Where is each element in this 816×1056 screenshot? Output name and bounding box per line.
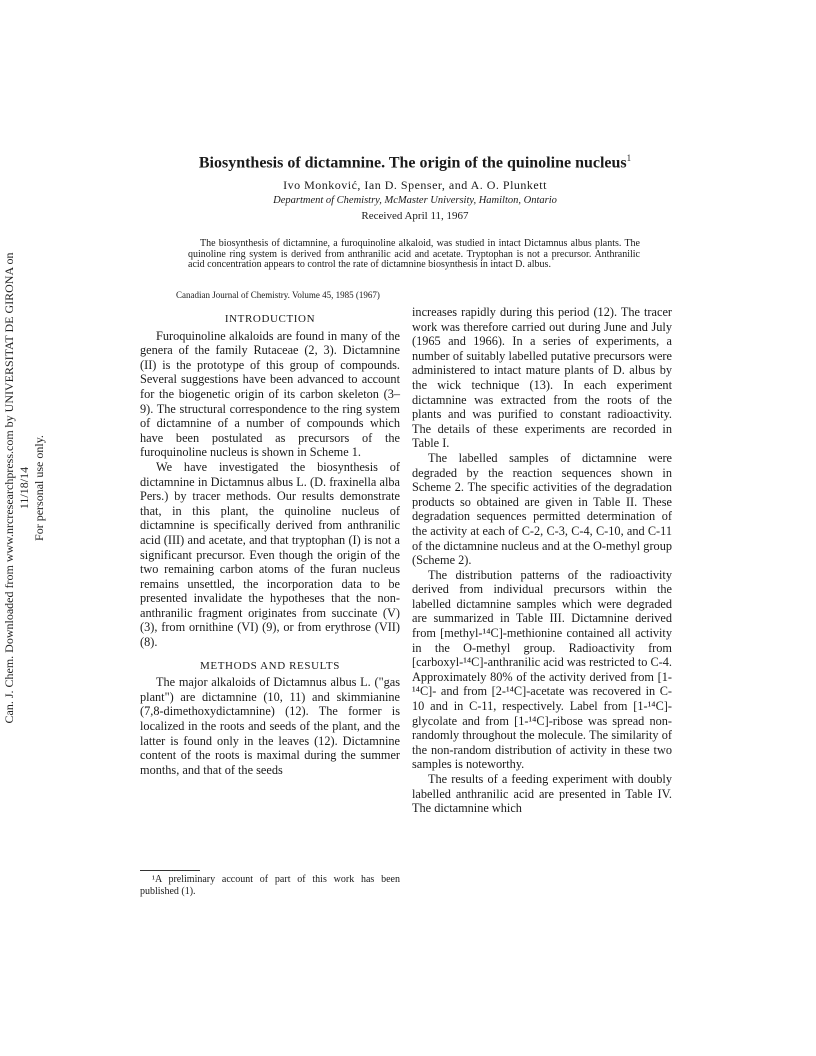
download-watermark [2,238,46,738]
received-date: Received April 11, 1967 [361,210,469,222]
abstract: The biosynthesis of dictamnine, a furoquinoline alkaloid, was studied in intact Dictamnus albus plants. The quinoline ring system is derived from anthranilic acid and acetate. Tryptophan is not a precursor. Anthranilic acid concentration appears to control the rate of dictamnine biosynthesis in intact D. albus. [188,238,640,270]
footnote: ¹A preliminary account of part of this work has been published (1). [140,874,400,897]
left-column [140,312,400,777]
methods-paragraph-continued: increases rapidly during this period (12). The tracer work was therefore carried out during June and July (1965 and 1966). In a series of experiments, a number of suitably labelled putative precursors were administered to intact mature plants of D. albus by the wick technique (13). In each experiment dictamnine was extracted from the roots of the plants and was purified to constant radioactivity. The details of these experiments are recorded in Table I. [412,305,672,451]
paper-title [150,148,680,173]
title-footnote-mark: 1 [626,153,632,163]
footnote-divider [140,870,200,871]
intro-paragraph-2: We have investigated the biosynthesis of dictamnine in Dictamnus albus L. (D. fraxinella alba Pers.) by tracer methods. Our results demonstrate that, in this plant, the quinoline nucleus of dictamnine is specifically derived from anthranilic acid (III) and acetate, and that tryptophan (I) is not a significant precursor. Even though the origin of the two remaining carbon atoms of the furan nucleus remains unsettled, the incorporation data to be presented invalidate the hypotheses that the non-anthranilic fragment originates from succinate (V) (3), from ornithine (VI) (9), or from erythrose (VII) (8). [140,459,400,650]
author-list: Ivo Monković, Ian D. Spenser, and A. O. Plunkett [283,178,547,192]
methods-paragraph-3: The distribution patterns of the radioactivity derived from individual precursors within the labelled dictamnine samples which were degraded are summarized in Table III. Dictamnine derived from [methyl-¹⁴C]-methionine contained all activity in the O-methyl group. Radioactivity from [carboxyl-¹⁴C]-anthranilic acid was restricted to C-4. Approximately 80% of the activity derived from [1-¹⁴C]- and from [2-¹⁴C]-acetate was recovered in C-10 and in C-11, respectively. Label from [1-¹⁴C]-glycolate and from [1-¹⁴C]-ribose was spread non-randomly throughout the molecule. The similarity of the non-random distribution of activity in these two samples is noteworthy. [412,567,672,772]
methods-heading: METHODS AND RESULTS [200,659,340,672]
affiliation: Department of Chemistry, McMaster University, Hamilton, Ontario [273,195,557,206]
journal-citation: Canadian Journal of Chemistry. Volume 45, 1985 (1967) [176,290,380,300]
introduction-heading: INTRODUCTION [224,313,316,325]
paper-title-text: Biosynthesis of dictamnine. The origin of the quinoline nucleus [198,154,627,172]
methods-paragraph-2: The labelled samples of dictamnine were degraded by the reaction sequences shown in Scheme 2. The specific activities of the degradation products so obtained are given in Table II. These degradation sequences permitted determination of the activity at each of C-2, C-3, C-4, C-10, and C-11 of the dictamnine nucleus and at the O-methyl group (Scheme 2). [412,450,672,568]
methods-paragraph-4: The results of a feeding experiment with doubly labelled anthranilic acid are presented in Table IV. The dictamnine which [412,772,672,816]
watermark-line-1: Can. J. Chem. Downloaded from www.nrcresearchpress.com by UNIVERSITAT DE GIRONA on 11/18/14 [2,252,31,724]
methods-paragraph-1: The major alkaloids of Dictamnus albus L. ("gas plant") are dictamnine (10, 11) and skimmianine (7,8-dimethoxydictamnine) (12). The former is localized in the roots and seeds of the plant, and the latter is found only in the leaves (12). Dictamnine content of the roots is maximal during the summer months, and that of the seeds [140,675,400,777]
intro-paragraph-1: Furoquinoline alkaloids are found in many of the genera of the family Rutaceae (2, 3). Dictamnine (II) is the prototype of this group of compounds. Several suggestions have been advanced to account for the biogenetic origin of its carbon skeleton (3–9). The structural correspondence to the ring system of dictamnine of a number of compounds which have been postulated as precursors of the furoquinoline nucleus is shown in Scheme 1. [140,328,400,460]
right-column [412,305,672,816]
watermark-line-2: For personal use only. [32,435,46,541]
